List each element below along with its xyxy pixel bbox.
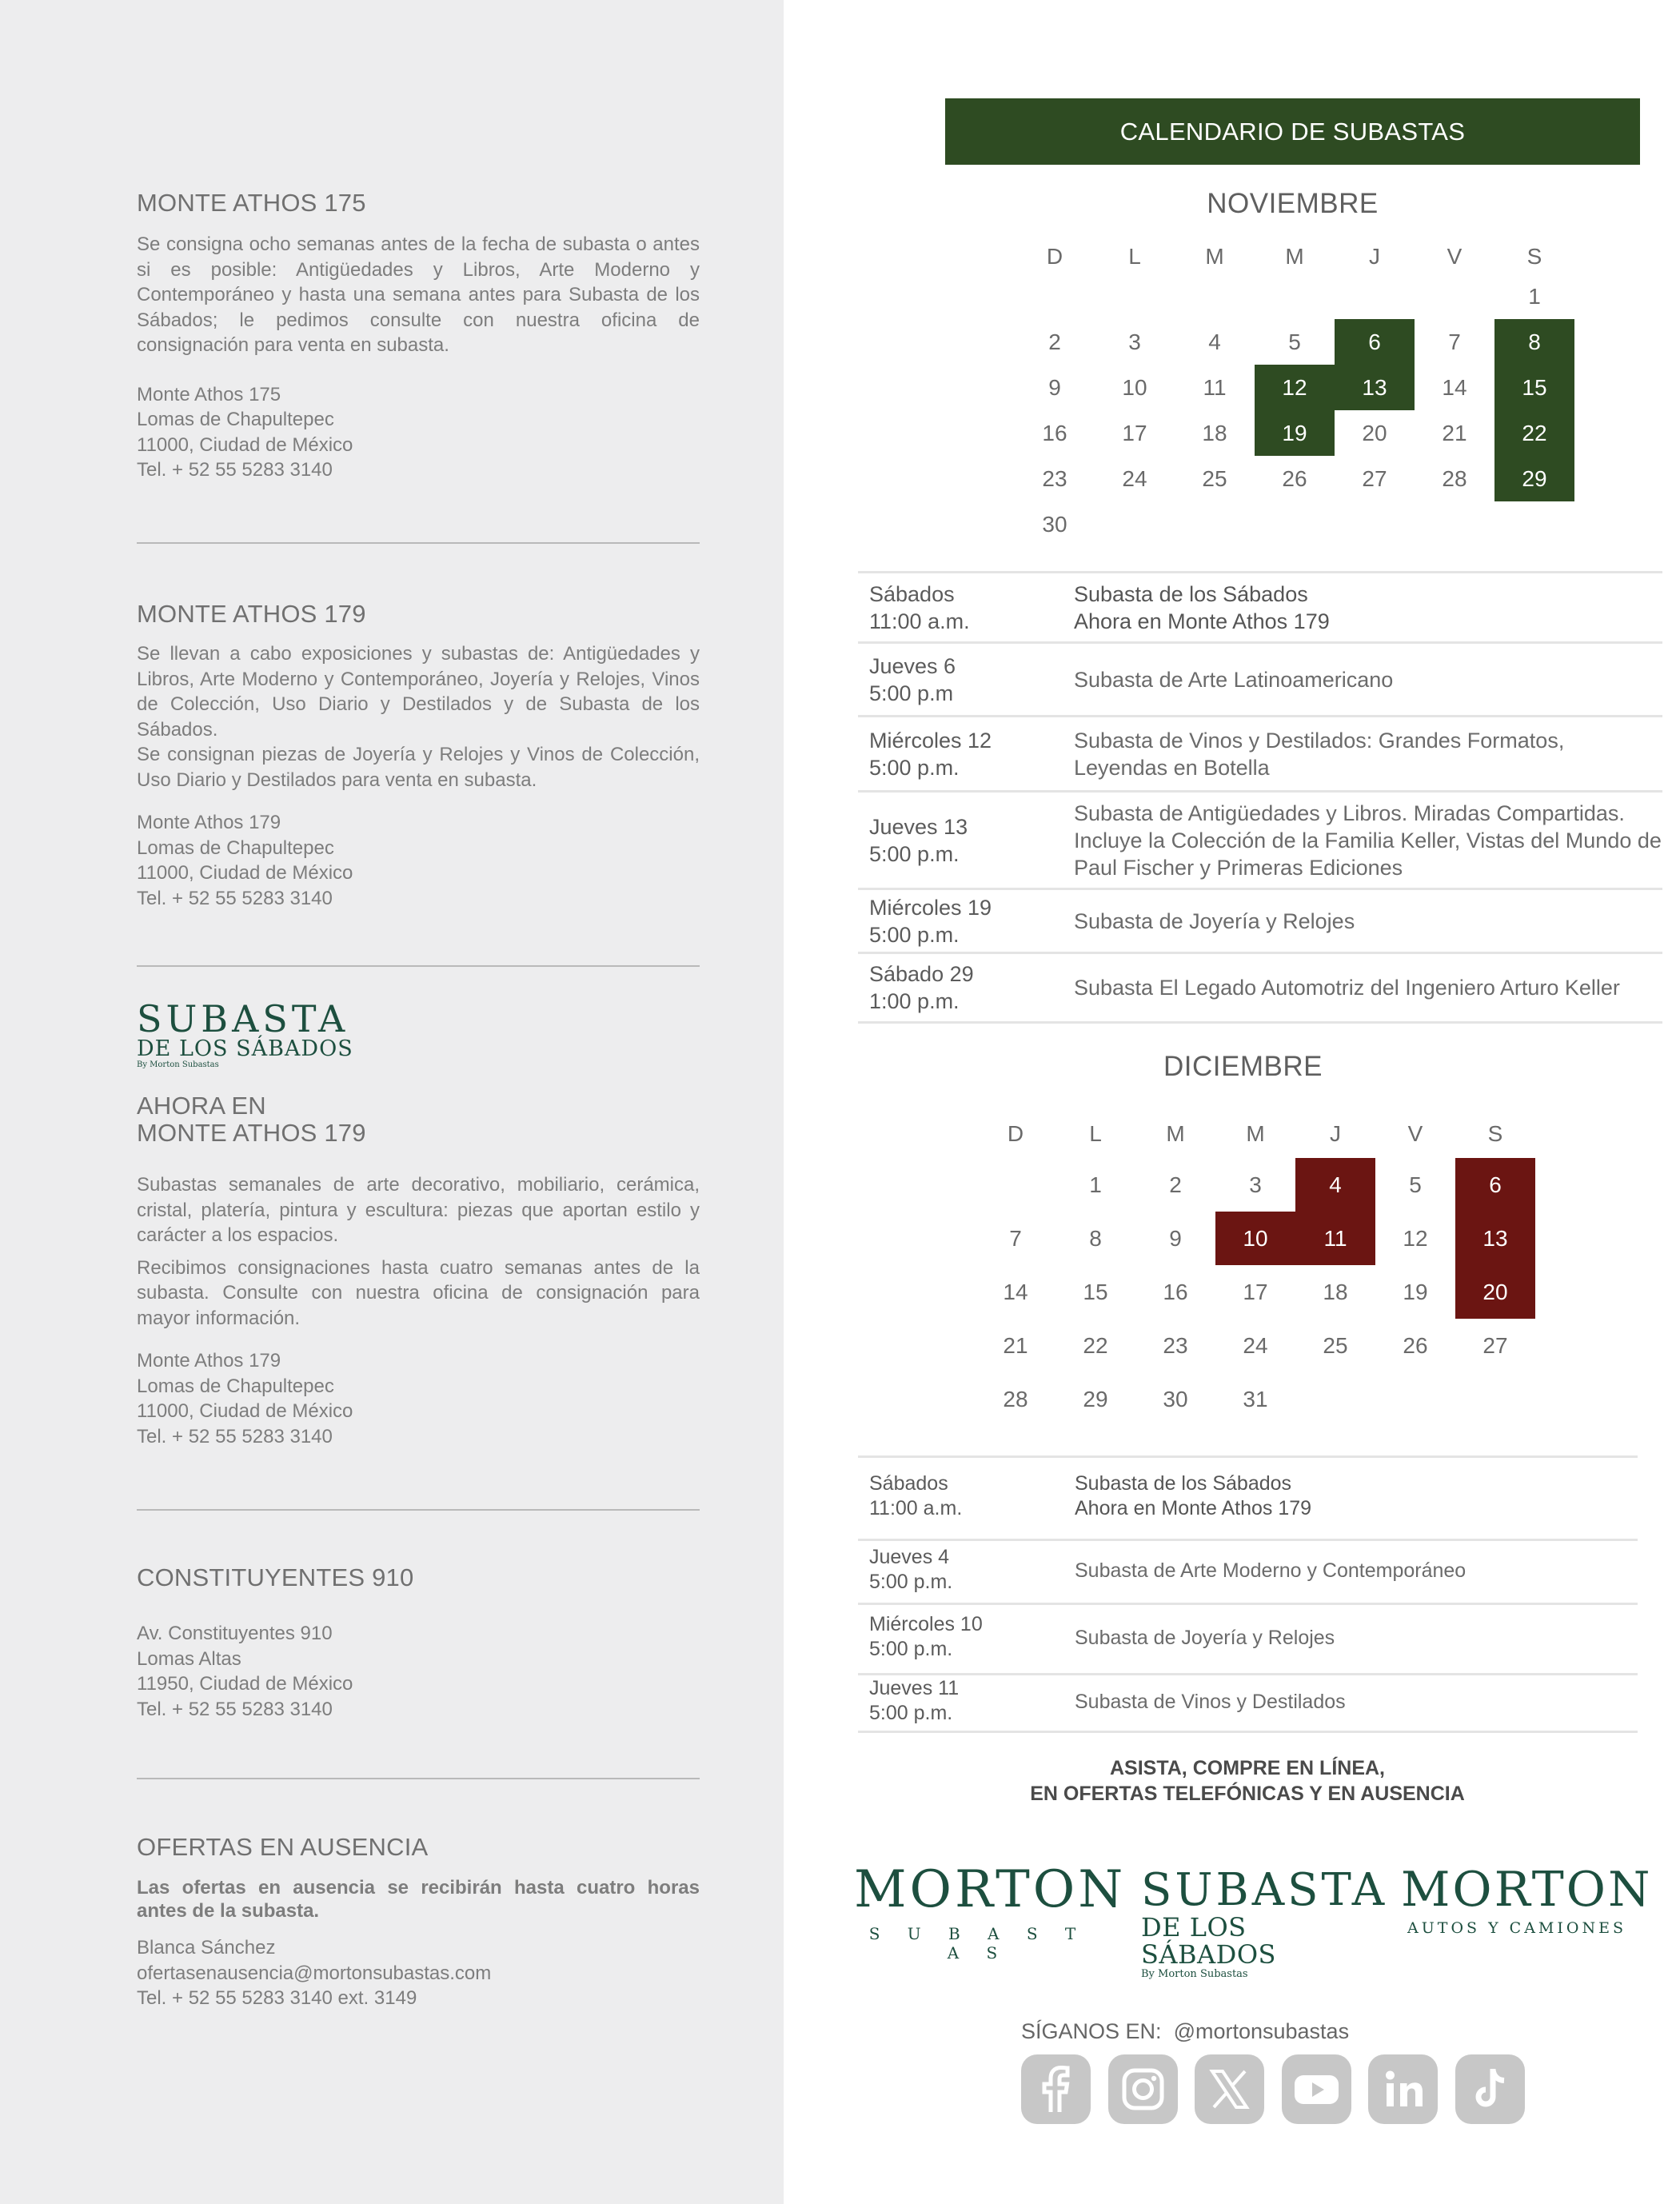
section-title: MONTE ATHOS 175 [137, 189, 366, 217]
calendar-day: 16 [1042, 420, 1067, 445]
subasta-sabados-logo [1141, 1864, 1388, 1981]
schedule-row [858, 793, 1662, 890]
schedule-time: 1:00 p.m. [869, 989, 960, 1013]
phone-line: Tel. + 52 55 5283 3140 ext. 3149 [137, 1987, 417, 2009]
logo-text: MORTON [854, 1860, 1127, 1919]
calendar-day: 1 [1528, 283, 1541, 309]
follow-us [1021, 2019, 1349, 2044]
schedule-description [1074, 908, 1355, 935]
calendar-day: 9 [1048, 374, 1061, 400]
contact-name: Blanca Sánchez [137, 1937, 276, 1958]
ofertas-ausencia-section [137, 1833, 700, 2011]
description-line: Incluye la Colección de la Familia Keller, Vistas del Mundo de [1074, 828, 1662, 852]
address-line: Monte Athos 179 [137, 1350, 281, 1372]
calendar-day-auction: 15 [1494, 365, 1574, 410]
address-line: 11000, Ciudad de México [137, 433, 353, 456]
logo-text: By Morton Subastas [137, 1060, 219, 1069]
calendar-day: 7 [1448, 329, 1461, 354]
logo-text: MORTON [1401, 1862, 1653, 1918]
address-line: Lomas de Chapultepec [137, 1375, 334, 1397]
calendar-day: 5 [1288, 329, 1301, 354]
schedule-row [858, 954, 1662, 1024]
calendar-day: 25 [1202, 465, 1227, 491]
calendar-day: 25 [1323, 1332, 1348, 1358]
description-line: Leyendas en Botella [1074, 755, 1270, 780]
monte-athos-179-section [137, 600, 700, 911]
section-title: OFERTAS EN AUSENCIA [137, 1833, 429, 1861]
divider [137, 965, 700, 967]
calendar-day: 22 [1083, 1332, 1108, 1358]
schedule-time: 5:00 p.m. [869, 841, 960, 866]
calendar-day: 20 [1362, 420, 1387, 445]
calendar-day: 26 [1282, 465, 1307, 491]
schedule-time: 11:00 a.m. [869, 609, 970, 633]
schedule-row [858, 1605, 1638, 1675]
weekday-label: J [1330, 1121, 1341, 1146]
calendar-day: 27 [1362, 465, 1387, 491]
calendar-day-auction: 13 [1455, 1212, 1535, 1265]
schedule-date [869, 581, 970, 635]
logo-text: AUTOS Y CAMIONES [1407, 1919, 1626, 1937]
calendar-day: 23 [1163, 1332, 1188, 1358]
calendar-day: 2 [1048, 329, 1061, 354]
section-body: Se consigna ocho semanas antes de la fecha de subasta o antes si es posible: Antigüedades y Libros, Arte Moderno y Contemporáneo y hasta una semana antes para Subasta de los Sábados; le pedimos consulte con nuestra oficina de consignación para venta en subasta. [137, 234, 700, 356]
tiktok-icon[interactable] [1455, 2054, 1525, 2124]
schedule-date [869, 1612, 983, 1662]
address-block [137, 810, 700, 911]
schedule-row [858, 1458, 1638, 1541]
schedule-day: Sábados [869, 581, 955, 606]
section-title: MONTE ATHOS 179 [137, 600, 366, 628]
constituyentes-section [137, 1563, 700, 1722]
calendar-day: 18 [1202, 420, 1227, 445]
weekday-label: D [1046, 244, 1063, 269]
address-line: Monte Athos 175 [137, 383, 281, 405]
cta-line: ASISTA, COMPRE EN LÍNEA, [1109, 1757, 1385, 1779]
description-line: Subasta de los Sábados [1075, 1471, 1292, 1495]
schedule-description [1074, 800, 1662, 881]
schedule-date [869, 1545, 952, 1595]
schedule-row [858, 1541, 1638, 1605]
address-line: Lomas de Chapultepec [137, 409, 334, 430]
calendar-day: 14 [1003, 1279, 1028, 1304]
calendar-day: 5 [1409, 1172, 1422, 1197]
divider [137, 1509, 700, 1511]
calendar-day-auction: 6 [1455, 1158, 1535, 1212]
morton-subastas-logo [854, 1860, 1127, 1962]
calendar-day: 3 [1128, 329, 1141, 354]
schedule-day: Miércoles 10 [869, 1612, 983, 1635]
schedule-description [1074, 581, 1330, 635]
calendar-day: 21 [1442, 420, 1467, 445]
schedule-time: 5:00 p.m. [869, 1701, 953, 1724]
schedule-time: 5:00 p.m [869, 681, 954, 705]
address-line: Lomas de Chapultepec [137, 836, 334, 859]
schedule-time: 11:00 a.m. [869, 1496, 963, 1519]
weekday-label: M [1285, 244, 1304, 269]
calendar-day-auction: 29 [1494, 456, 1574, 501]
morton-autos-logo [1401, 1862, 1653, 1937]
address-line: Monte Athos 179 [137, 812, 281, 833]
calendar-day: 28 [1442, 465, 1467, 491]
section-title [137, 1092, 700, 1147]
schedule-time: 5:00 p.m. [869, 755, 960, 780]
schedule-date [869, 1676, 959, 1726]
schedule-row [858, 1675, 1638, 1733]
address-line: 11000, Ciudad de México [137, 1400, 353, 1422]
schedule-date [869, 1471, 962, 1521]
description-line: Subasta de Arte Latinoamericano [1074, 667, 1394, 692]
schedule-day: Miércoles 19 [869, 895, 992, 920]
divider [137, 1778, 700, 1779]
logo-text: S U B A S T A S [868, 1924, 1087, 1962]
calendar-day: 31 [1243, 1386, 1268, 1411]
schedule-day: Miércoles 12 [869, 728, 992, 753]
calendar-day: 19 [1403, 1279, 1428, 1304]
section-body: Subastas semanales de arte decorativo, mobiliario, cerámica, cristal, platería, pintura y escultura: piezas que aportan estilo y carácter a los espacios. [137, 1174, 700, 1246]
description-line: Subasta de Antigüedades y Libros. Miradas Compartidas. [1074, 801, 1625, 825]
logo-text: SUBASTA [1141, 1864, 1388, 1916]
calendar-day: 24 [1122, 465, 1147, 491]
weekday-label: J [1369, 244, 1380, 269]
month-title-noviembre: NOVIEMBRE [1207, 188, 1379, 219]
calendar-day-auction: 13 [1335, 365, 1415, 410]
call-to-action [968, 1755, 1527, 1807]
address-line: Av. Constituyentes 910 [137, 1623, 333, 1644]
calendar-day: 26 [1403, 1332, 1428, 1358]
weekday-label: M [1205, 244, 1224, 269]
schedule-date [869, 960, 974, 1015]
calendar-day-auction: 6 [1335, 319, 1415, 365]
schedule-time: 5:00 p.m. [869, 922, 960, 947]
weekday-label: V [1447, 244, 1463, 269]
schedule-description [1075, 1690, 1346, 1715]
description-line: Subasta de Joyería y Relojes [1075, 1626, 1335, 1649]
schedule-description [1075, 1626, 1335, 1651]
contact-email[interactable]: ofertasenausencia@mortonsubastas.com [137, 1962, 492, 1984]
address-block [137, 1348, 700, 1449]
linkedin-icon[interactable] [1368, 2054, 1438, 2124]
phone-line: Tel. + 52 55 5283 3140 [137, 459, 333, 481]
weekday-label: L [1089, 1121, 1102, 1146]
schedule-row [858, 573, 1662, 644]
calendar-day: 4 [1208, 329, 1221, 354]
phone-line: Tel. + 52 55 5283 3140 [137, 1425, 333, 1447]
schedule-description [1074, 974, 1620, 1001]
x-icon[interactable] [1195, 2054, 1264, 2124]
calendar-day: 14 [1442, 374, 1467, 400]
logo-text: DE LOS SÁBADOS [137, 1036, 353, 1061]
schedule-day: Jueves 13 [869, 814, 968, 839]
calendar-day: 30 [1163, 1386, 1188, 1411]
calendar-day: 21 [1003, 1332, 1028, 1358]
social-handle[interactable]: @mortonsubastas [1173, 2019, 1350, 2043]
schedule-time: 5:00 p.m. [869, 1637, 953, 1660]
calendar-day-auction: 19 [1255, 410, 1335, 456]
schedule-date [869, 727, 992, 781]
calendar-day: 3 [1249, 1172, 1262, 1197]
weekday-label: L [1128, 244, 1141, 269]
schedule-description [1075, 1471, 1311, 1521]
address-line: Lomas Altas [137, 1647, 241, 1670]
weekday-label: S [1487, 1121, 1503, 1146]
calendar-day: 18 [1323, 1279, 1348, 1304]
calendar-day: 11 [1203, 374, 1227, 400]
address-block [137, 1621, 700, 1722]
description-line: Subasta de Vinos y Destilados [1075, 1690, 1346, 1713]
calendar-day-auction: 4 [1295, 1158, 1375, 1212]
calendar-day: 23 [1042, 465, 1067, 491]
schedule-description [1075, 1559, 1466, 1583]
schedule-time: 5:00 p.m. [869, 1570, 953, 1593]
logo-text: DE LOS SÁBADOS [1141, 1912, 1276, 1970]
schedule-day: Jueves 11 [869, 1676, 960, 1699]
schedule-date [869, 894, 992, 948]
calendar-day: 24 [1243, 1332, 1268, 1358]
cta-line: EN OFERTAS TELEFÓNICAS Y EN AUSENCIA [1030, 1783, 1465, 1805]
monte-athos-175-section [137, 189, 700, 483]
contact-block [137, 1935, 700, 2011]
facebook-icon[interactable] [1021, 2054, 1091, 2124]
section-body: Recibimos consignaciones hasta cuatro semanas antes de la subasta. Consulte con nuestra oficina de consignación para mayor información. [137, 1256, 700, 1329]
calendar-day: 9 [1169, 1225, 1182, 1251]
weekday-label: M [1166, 1121, 1185, 1146]
calendar-day: 28 [1003, 1386, 1028, 1411]
description-line: Subasta de los Sábados [1074, 581, 1308, 606]
schedule-day: Sábados [869, 1471, 948, 1495]
description-line: Ahora en Monte Athos 179 [1074, 609, 1330, 633]
calendar-day: 2 [1169, 1172, 1182, 1197]
left-info-panel [0, 0, 784, 2204]
title-line: MONTE ATHOS 179 [137, 1119, 366, 1147]
address-line: 11000, Ciudad de México [137, 862, 353, 884]
calendar-day: 8 [1089, 1225, 1102, 1251]
section-body: Se llevan a cabo exposiciones y subastas de: Antigüedades y Libros, Arte Moderno y Contemporáneo, Joyería y Relojes, Vinos de Colección, Uso Diario y Destilados y de Subasta de los Sábados. [137, 643, 700, 741]
description-line: Ahora en Monte Athos 179 [1075, 1496, 1312, 1519]
calendar-day: 12 [1403, 1225, 1428, 1251]
logo-text: By Morton Subastas [1141, 1968, 1248, 1980]
calendar-day: 16 [1163, 1279, 1188, 1304]
schedule-date [869, 653, 956, 707]
calendar-day: 15 [1083, 1279, 1108, 1304]
schedule-row [858, 890, 1662, 954]
schedule-row [858, 717, 1662, 793]
description-line: Subasta El Legado Automotriz del Ingeniero Arturo Keller [1074, 976, 1620, 1000]
section-body: Las ofertas en ausencia se recibirán hasta cuatro horas antes de la subasta. [137, 1877, 700, 1922]
calendar-day-auction: 10 [1215, 1212, 1295, 1265]
calendar-day: 17 [1122, 420, 1147, 445]
description-line: Subasta de Arte Moderno y Contemporáneo [1075, 1559, 1467, 1582]
calendar-day: 10 [1122, 374, 1147, 400]
schedule-date [869, 813, 968, 868]
calendar-day: 7 [1009, 1225, 1022, 1251]
description-line: Subasta de Vinos y Destilados: Grandes Formatos, [1074, 728, 1565, 753]
section-body: Se consignan piezas de Joyería y Relojes y Vinos de Colección, Uso Diario y Destilados para venta en subasta. [137, 744, 700, 791]
calendar-day-auction: 22 [1494, 410, 1574, 456]
follow-label: SÍGANOS EN: [1021, 2019, 1162, 2043]
schedule-day: Sábado 29 [869, 962, 974, 986]
calendar-day: 1 [1089, 1172, 1102, 1197]
calendar-day: 17 [1243, 1279, 1268, 1304]
instagram-icon[interactable] [1108, 2054, 1178, 2124]
address-block [137, 382, 700, 483]
phone-line: Tel. + 52 55 5283 3140 [137, 887, 333, 909]
calendar-day-auction: 11 [1295, 1212, 1375, 1265]
calendar-day-auction: 12 [1255, 365, 1335, 410]
schedule-description [1074, 727, 1564, 781]
calendar-day-auction: 20 [1455, 1265, 1535, 1319]
calendar-day: 29 [1083, 1386, 1108, 1411]
divider [137, 542, 700, 544]
schedule-description [1074, 666, 1393, 693]
youtube-icon[interactable] [1282, 2054, 1351, 2124]
schedule-day: Jueves 4 [869, 1545, 950, 1568]
schedule-row [858, 644, 1662, 717]
calendar-day-auction: 8 [1494, 319, 1574, 365]
subasta-sabados-section [137, 997, 700, 1449]
subasta-sabados-logo [137, 997, 700, 1070]
section-title: CONSTITUYENTES 910 [137, 1563, 414, 1591]
weekday-label: V [1407, 1121, 1423, 1146]
address-line: 11950, Ciudad de México [137, 1673, 353, 1695]
weekday-label: S [1526, 244, 1542, 269]
calendar-day: 30 [1042, 511, 1067, 537]
phone-line: Tel. + 52 55 5283 3140 [137, 1698, 333, 1720]
description-line: Paul Fischer y Primeras Ediciones [1074, 855, 1403, 880]
description-line: Subasta de Joyería y Relojes [1074, 908, 1355, 933]
month-title-diciembre: DICIEMBRE [1163, 1051, 1323, 1082]
logo-text: SUBASTA [137, 997, 349, 1040]
title-line: AHORA EN [137, 1092, 266, 1120]
weekday-label: M [1246, 1121, 1265, 1146]
weekday-label: D [1007, 1121, 1024, 1146]
schedule-day: Jueves 6 [869, 653, 956, 678]
calendar-day: 27 [1482, 1332, 1508, 1358]
calendar-banner: CALENDARIO DE SUBASTAS [945, 98, 1640, 165]
